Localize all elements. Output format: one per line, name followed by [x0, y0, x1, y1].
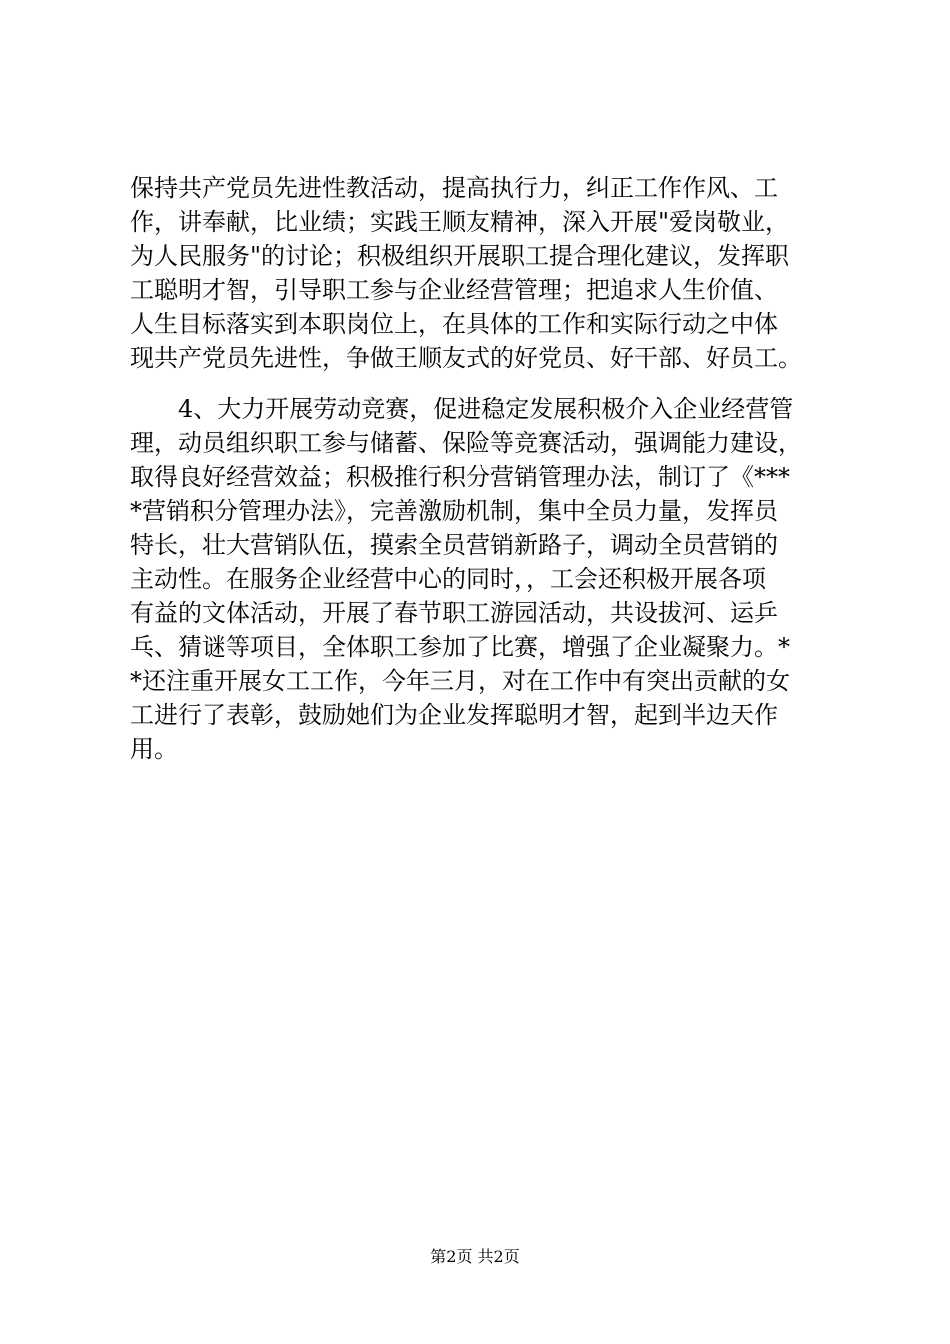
paragraph-1-line-1: 保持共产党员先进性教活动，提高执行力，纠正工作作风、工	[130, 174, 778, 202]
paragraph-2-line-2: 理，动员组织职工参与储蓄、保险等竞赛活动，强调能力建设，	[130, 429, 802, 457]
paragraph-2-line-6: 主动性。在服务企业经营中心的同时，，工会还积极开展各项	[130, 565, 766, 593]
paragraph-2-line-10: 工进行了表彰，鼓励她们为企业发挥聪明才智，起到半边天作	[130, 701, 778, 729]
paragraph-1-line-6: 现共产党员先进性，争做王顺友式的好党员、好干部、好员工。	[130, 344, 802, 372]
paragraph-2-line-8: 乓、猜谜等项目，全体职工参加了比赛，增强了企业凝聚力。*	[130, 633, 790, 661]
paragraph-2-line-5: 特长，壮大营销队伍，摸索全员营销新路子，调动全员营销的	[130, 531, 778, 559]
paragraph-1-line-2: 作，讲奉献，比业绩；实践王顺友精神，深入开展"爱岗敬业，	[130, 208, 790, 236]
page-footer-label: 第2页 共2页	[430, 1247, 520, 1266]
paragraph-2-line-1: 4、大力开展劳动竞赛，促进稳定发展积极介入企业经营管	[130, 395, 794, 423]
paragraph-1-line-4: 工聪明才智，引导职工参与企业经营管理；把追求人生价值、	[130, 276, 778, 304]
paragraph-1-line-3: 为人民服务"的讨论；积极组织开展职工提合理化建议，发挥职	[130, 242, 790, 270]
paragraph-2-line-4: *营销积分管理办法》，完善激励机制，集中全员力量，发挥员	[130, 497, 778, 525]
paragraph-2-line-7: 有益的文体活动，开展了春节职工游园活动，共设拔河、运乒	[130, 599, 778, 627]
paragraph-2-line-9: *还注重开展女工工作，今年三月，对在工作中有突出贡献的女	[130, 667, 790, 695]
paragraph-2-line-3: 取得良好经营效益；积极推行积分营销管理办法，制订了《***	[130, 463, 790, 491]
paragraph-1-line-5: 人生目标落实到本职岗位上，在具体的工作和实际行动之中体	[130, 310, 778, 338]
paragraph-2-line-11: 用。	[130, 735, 178, 763]
